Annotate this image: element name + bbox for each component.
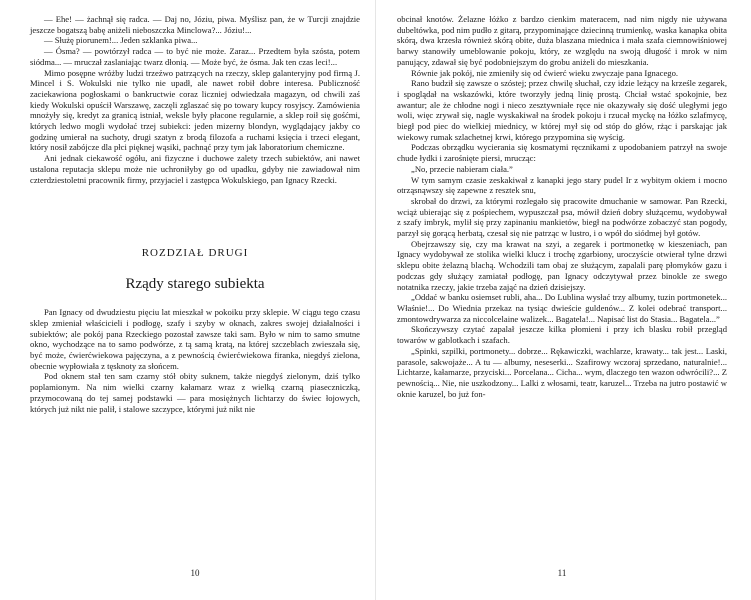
right-paragraph-7: skrobał do drzwi, za którymi rozlegało się pracowite dmuchanie w samowar. Pan Rzecki, wciąż ubierając się z pośpiechem, wypuszczał psa, mówił dzień dobry służącemu, wydobywał z szafy imbryk, mylił się przy zapinaniu mankietów, biegł na podwórze zobaczyć stan pogody, parzył się gorącą herbatą, czesał się nie patrząc w lustro, i o wpół do siódmej był gotów.: [397, 195, 727, 239]
right-paragraph-3: Rano budził się zawsze o szóstej; przez chwilę słuchał, czy idzie leżący na krześle zegarek, i spoglądał na wskazówki, które tworzyły jedną linię prostą. Chciał wstać spokojnie, bez awantur; ale że chłodne nogi i nieco zesztywniałe ręce nie okazywały się dość uległymi jego woli, więc zrywał się, nagle wyskakiwał na środek pokoju i rzucał myckę na łóżko szlafmycę, biegł pod piec do wielkiej miednicy, w której mył się od stóp do głów, rżąc i parskając jak wiekowy rumak szlachetnej krwi, którego przypomina się wyścig.: [397, 78, 727, 142]
right-paragraph-8: Obejrzawszy się, czy ma krawat na szyi, a zegarek i portmonetkę w kieszeniach, pan Ignacy wydobywał ze stolika wielki klucz i trochę zgarbiony, uroczyście otwierał tylne drzwi sklepu obite żelazną blachą. Wchodzili tam obaj ze służącym, zapalali parę płomyków gazu i podczas gdy służący zamiatał podłogę, pan Ignacy odczytywał przez binokle ze swego notatnika rzeczy, jakie trzeba zająć na dzień dzisiejszy.: [397, 238, 727, 292]
right-paragraph-4: Podczas obrządku wycierania się kosmatymi ręcznikami z upodobaniem patrzył na swoje chude łydki i zarośnięte piersi, mrucząc:: [397, 142, 727, 164]
right-page-number: 11: [557, 568, 567, 578]
right-page: [397, 14, 727, 399]
chapter-paragraph-2: Pod oknem stał ten sam czarny stół obity suknem, także niegdyś zielonym, dziś tylko poplamionym. Na nim wielki czarny kałamarz wraz z wielką czarną piaseczniczką, przymocowaną do tej samej podstawki — para mosiężnych lichtarzy do świec łojowych, których już nikt nie palił, i stalowe szczypce, którymi już nikt nie: [30, 371, 360, 414]
right-paragraph-10: Skończywszy czytać zapalał jeszcze kilka płomieni i przy ich blasku robił przegląd towarów w gablotkach i szafach.: [397, 324, 727, 346]
chapter-paragraph-1: Pan Ignacy od dwudziestu pięciu lat mieszkał w pokoiku przy sklepie. W ciągu tego czasu sklep zmieniał właścicieli i podłogę, szafy i szyby w oknach, zakres swojej działalności i subiektów; ale pokój pana Rzeckiego pozostał zawsze taki sam. Było w nim to samo smutne okno, wychodzące na to samo podwórze, z tą samą kratą, na której szczeblach zwieszała się, być może, ćwierćwiekowa pajęczyna, a z pewnością ćwierćwiekowa firanka, niegdyś zielona, obecnie wypłowiała z tęsknoty za słońcem.: [30, 307, 360, 371]
left-paragraph-4: Mimo posępne wróżby ludzi trzeźwo patrzących na rzeczy, sklep galanteryjny pod firmą J. Mincel i S. Wokulski nie tylko nie upadł, ale nawet robił dobre interesa. Publiczność zaciekawiona pogłoskami o bankructwie coraz liczniej odwiedzała magazyn, od chwili zaś kiedy Wokulski opuścił Warszawę, zaczęli zglaszać się po towary kupcy rosyjscy. Zamówienia mnożyły się, kredyt za granicą istniał, weksle były płacone regularnie, a sklep roił się gośćmi, których ledwo mogli wydołać trzej subiekci: jeden mizerny blondyn, wyglądający jakby co godzinę umierał na suchoty, drugi szatyn z brodą filozofa a ruchami księcia i trzeci elegant, który nosił zabójcze dla płci pięknej wąsiki, pachnąć przy tym jak laboratorium chemiczne.: [30, 67, 360, 153]
right-paragraph-5: „No, przecie nabieram ciała.”: [411, 163, 513, 174]
left-page: [30, 14, 360, 414]
right-paragraph-6: W tym samym czasie zeskakiwał z kanapki jego stary pudel Ir z wybitym okiem i mocno otrząsnąwszy się zapewne z resztek snu,: [397, 174, 727, 196]
right-paragraph-2: Równie jak pokój, nie zmieniły się od ćwierć wieku zwyczaje pana Ignacego.: [411, 67, 679, 78]
left-paragraph-5: Ani jednak ciekawość ogółu, ani fizyczne i duchowe zalety trzech subiektów, ani nawet ustalona reputacja sklepu może nie uchroniłyby go od upadku, gdyby nie zawiadował nim czterdziestoletni pracownik firmy, przyjaciel i zastępca Wokulskiego, pan Ignacy Rzecki.: [30, 153, 360, 185]
chapter-subtitle: Rządy starego subiekta: [125, 276, 265, 293]
left-paragraph-2: — Służę piorunem!... Jeden szklanka piwa...: [44, 35, 198, 46]
left-paragraph-1: — Ehe! — żachnął się radca. — Daj no, Józiu, piwa. Myślisz pan, że w Turcji znajdzie jeszcze bogatszą babę aniżeli nieboszczka Minclowa?... Józiu!...: [30, 14, 360, 35]
left-paragraph-3: — Ósma? — powtórzył radca — to być nie może. Zaraz... Przedtem była szósta, potem siódma... — mruczał zaslaniając twarz dłonią. — Może być, że ósma. Jak ten czas leci!...: [30, 46, 360, 67]
left-page-number: 10: [190, 568, 200, 578]
chapter-title: ROZDZIAŁ DRUGI: [141, 247, 249, 260]
right-paragraph-9: „Oddać w banku osiemset rubli, aha... Do Lublina wysłać trzy albumy, tuzin portmonetek... Właśnie!... Do Wiednia przekaz na tysiąc dwieście guldenów... Z kolei odebrać transport... zmontowdrywarza za niccolcelaine walizek... Bagatela!... Napisać list do Stasia... Bagatela...”: [397, 292, 727, 324]
right-paragraph-1: obcinał knotów. Żelazne łóżko z bardzo cienkim materacem, nad nim nigdy nie używana dubeltówka, pod nim pudło z gitarą, przypominające dziecinną trumienkę, waska kanapka obita skórą, dwa krzesła również skórą obite, duża blaszana miednica i mała szafa ciemnowiśniowej barwy stanowiły umeblowanie pokoju, który, ze względu na swoją długość i mrok w nim panujący, zdawał się być podobniejszym do grobu aniżeli do mieszkania.: [397, 14, 727, 67]
book-gutter: [375, 0, 376, 600]
right-paragraph-11: „Spinki, szpilki, portmonety... dobrze... Rękawiczki, wachlarze, krawaty... tak jest... Laski, parasole, sakwojaże... A tu — albumy, neseserki... Szafirowy wczoraj sprzedano, naturalnie!... Lichtarze, kałamarze, przyciski... Porcelana... Cicha... wym, dlaczego ten wazon odwrócili?... Z pewnością... Nie, nie uszkodzony... Lalki z włosami, teatr, karuzel... Trzeba na jutro postawić w oknie karuzel, bo już fon-: [397, 345, 727, 399]
